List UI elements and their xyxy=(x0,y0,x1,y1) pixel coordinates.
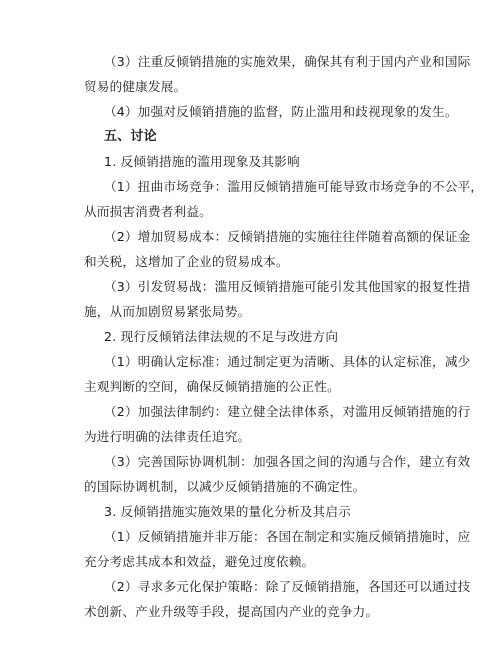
paragraph-line: （2）寻求多元化保护策略：除了反倾销措施，各国还可以通过技 xyxy=(104,579,471,594)
paragraph-line: 主观判断的空间，确保反倾销措施的公正性。 xyxy=(84,379,340,394)
paragraph-line: 从而损害消费者利益。 xyxy=(84,204,212,219)
paragraph-line: （3）注重反倾销措施的实施效果，确保其有利于国内产业和国际 xyxy=(104,54,471,69)
subsection-heading: 2. 现行反倾销法律法规的不足与改进方向 xyxy=(104,329,339,344)
paragraph-line: 施，从而加剧贸易紧张局势。 xyxy=(84,304,251,319)
section-heading: 五、讨论 xyxy=(104,129,157,144)
paragraph-line: 和关税，这增加了企业的贸易成本。 xyxy=(84,254,289,269)
paragraph-line: （1）反倾销措施并非万能：各国在制定和实施反倾销措施时，应 xyxy=(104,529,471,544)
subsection-heading: 3. 反倾销措施实施效果的量化分析及其启示 xyxy=(104,504,351,519)
paragraph-line: 的国际协调机制，以减少反倾销措施的不确定性。 xyxy=(84,479,366,494)
paragraph-line: （2）加强法律制约：建立健全法律体系，对滥用反倾销措施的行 xyxy=(104,404,471,419)
paragraph-line: （3）引发贸易战：滥用反倾销措施可能引发其他国家的报复性措 xyxy=(104,279,471,294)
paragraph-line: 为进行明确的法律责任追究。 xyxy=(84,429,251,444)
paragraph-line: （1）扭曲市场竞争：滥用反倾销措施可能导致市场竞争的不公平， xyxy=(104,179,484,194)
paragraph-line: 充分考虑其成本和效益，避免过度依赖。 xyxy=(84,554,315,569)
paragraph-line: （1）明确认定标准：通过制定更为清晰、具体的认定标准，减少 xyxy=(104,354,471,369)
paragraph-line: （4）加强对反倾销措施的监督，防止滥用和歧视现象的发生。 xyxy=(104,104,458,119)
paragraph-line: 术创新、产业升级等手段，提高国内产业的竞争力。 xyxy=(84,604,379,619)
subsection-heading: 1. 反倾销措施的滥用现象及其影响 xyxy=(104,154,300,169)
paragraph-line: （3）完善国际协调机制：加强各国之间的沟通与合作，建立有效 xyxy=(104,454,471,469)
paragraph-line: 贸易的健康发展。 xyxy=(84,79,187,94)
paragraph-line: （2）增加贸易成本：反倾销措施的实施往往伴随着高额的保证金 xyxy=(104,229,471,244)
